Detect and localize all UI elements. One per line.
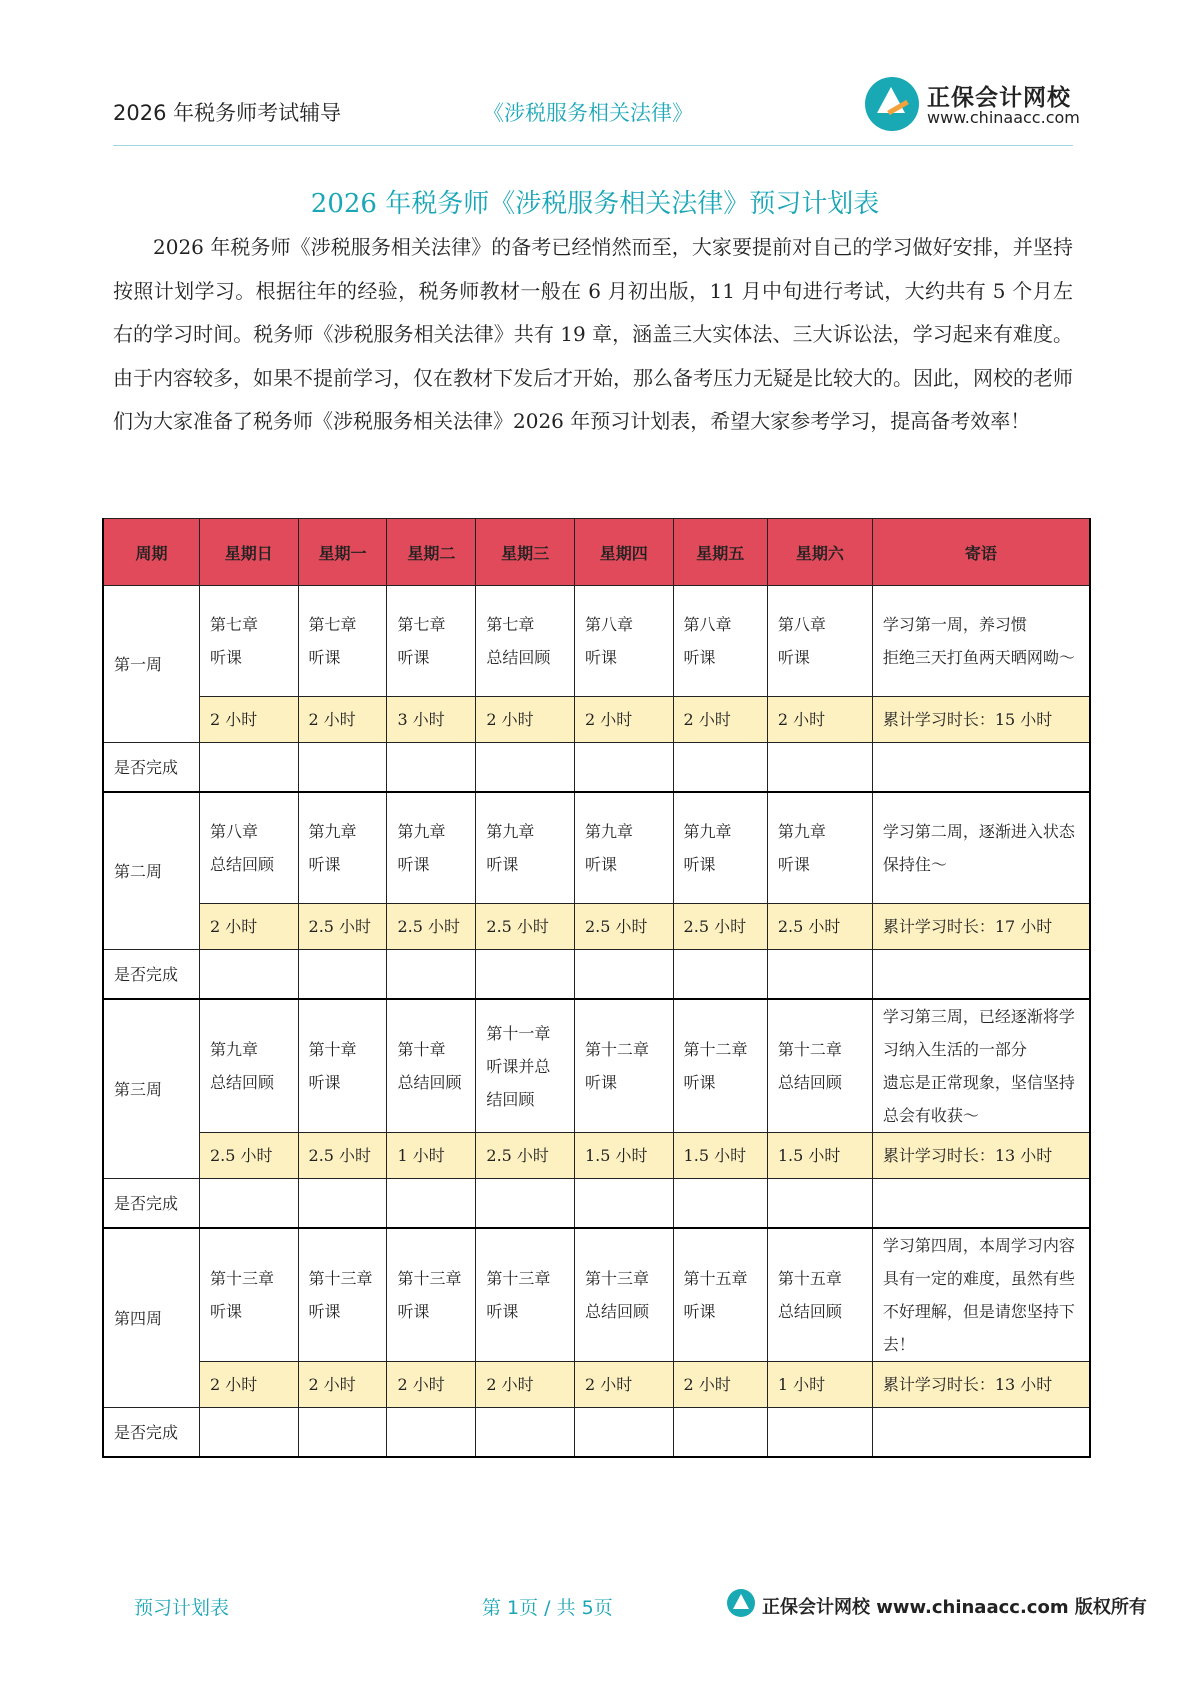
hours-cell: 2 小时 (574, 697, 673, 743)
day-plan-cell (574, 792, 673, 904)
total-hours-cell: 累计学习时长：13 小时 (872, 1133, 1090, 1179)
table-header-row (103, 519, 1090, 586)
task-text: 总结回顾 (397, 1073, 462, 1092)
day-plan-cell (574, 586, 673, 697)
task-text: 听课 (777, 648, 810, 667)
hours-cell: 1 小时 (767, 1362, 872, 1408)
hours-cell: 2.5 小时 (298, 904, 387, 950)
header-cell: 星期三 (476, 519, 575, 586)
completion-checkbox-cell[interactable] (673, 950, 767, 1000)
total-hours-cell: 累计学习时长：15 小时 (872, 697, 1090, 743)
week-content-row (103, 1228, 1090, 1362)
intro-paragraph: 2026 年税务师《涉税服务相关法律》的备考已经悄然而至，大家要提前对自己的学习做好安排，并坚持按照计划学习。根据往年的经验，税务师教材一般在 6 月初出版，11 月中旬进行考试，大约共有 5 个月左右的学习时间。税务师《涉税服务相关法律》共有 19 章，涵盖三大实体法、三大诉讼法，学习起来有难度。由于内容较多，如果不提前学习，仅在教材下发后才开始，那么备考压力无疑是比较大的。因此，网校的老师们为大家准备了税务师《涉税服务相关法律》2026 年预习计划表，希望大家参考学习，提高备考效率！ (113, 235, 1073, 433)
chapter-text: 第八章 (584, 615, 633, 634)
completion-checkbox-cell[interactable] (387, 743, 476, 793)
week-message: 学习第一周，养习惯 拒绝三天打鱼两天晒网呦～ (872, 586, 1090, 697)
chapter-text: 第九章 (209, 1040, 258, 1059)
task-text: 总结回顾 (584, 1302, 649, 1321)
completion-checkbox-cell[interactable] (872, 1179, 1090, 1229)
total-hours-cell: 累计学习时长：17 小时 (872, 904, 1090, 950)
hours-cell: 2 小时 (387, 1362, 476, 1408)
chapter-text: 第十二章 (777, 1040, 842, 1059)
completion-checkbox-cell[interactable] (476, 950, 575, 1000)
day-plan-cell (767, 586, 872, 697)
completion-checkbox-cell[interactable] (574, 950, 673, 1000)
day-plan-cell (673, 1228, 767, 1362)
week-hours-row (103, 1362, 1090, 1408)
task-text: 总结回顾 (209, 855, 274, 874)
hours-cell: 2 小时 (476, 697, 575, 743)
hours-cell: 2.5 小时 (673, 904, 767, 950)
page-header (113, 75, 1080, 145)
task-text: 总结回顾 (209, 1073, 274, 1092)
chapter-text: 第十三章 (584, 1269, 649, 1288)
day-plan-cell (199, 586, 298, 697)
day-plan-cell (476, 586, 575, 697)
chapter-text: 第十三章 (308, 1269, 373, 1288)
logo-icon (865, 77, 919, 131)
chapter-text: 第八章 (777, 615, 826, 634)
footer-doc-name: 预习计划表 (134, 1597, 230, 1619)
chapter-text: 第九章 (584, 822, 633, 841)
hours-cell: 2 小时 (476, 1362, 575, 1408)
task-text: 听课 (486, 1302, 519, 1321)
hours-cell: 2 小时 (199, 904, 298, 950)
hours-cell: 2 小时 (673, 697, 767, 743)
completion-checkbox-cell[interactable] (673, 743, 767, 793)
week-label: 第二周 (103, 792, 199, 950)
total-hours-cell: 累计学习时长：13 小时 (872, 1362, 1090, 1408)
footer-copyright: 正保会计网校 www.chinaacc.com 版权所有 (762, 1597, 1147, 1618)
day-plan-cell (673, 999, 767, 1133)
completion-checkbox-cell[interactable] (298, 1408, 387, 1458)
week-content-row (103, 792, 1090, 904)
footer-page-number: 第 1页 / 共 5页 (482, 1597, 613, 1619)
hours-cell: 2 小时 (298, 697, 387, 743)
header-divider (113, 145, 1073, 146)
hours-cell: 1.5 小时 (767, 1133, 872, 1179)
day-plan-cell (673, 586, 767, 697)
completion-checkbox-cell[interactable] (199, 1408, 298, 1458)
completion-checkbox-cell[interactable] (298, 1179, 387, 1229)
footer-logo-icon (727, 1589, 755, 1617)
logo-url: www.chinaacc.com (927, 108, 1080, 127)
day-plan-cell (673, 792, 767, 904)
week-label: 第三周 (103, 999, 199, 1179)
task-text: 总结回顾 (777, 1073, 842, 1092)
day-plan-cell (298, 792, 387, 904)
week-label: 第一周 (103, 586, 199, 743)
chapter-text: 第十一章 (486, 1023, 551, 1043)
header-cell: 星期五 (673, 519, 767, 586)
day-plan-cell (476, 1228, 575, 1362)
week-message: 学习第二周，逐渐进入状态 保持住～ (872, 792, 1090, 904)
completion-checkbox-cell[interactable] (387, 950, 476, 1000)
completion-row (103, 1408, 1090, 1458)
week-content-row (103, 586, 1090, 697)
chapter-text: 第十二章 (683, 1040, 748, 1059)
completion-label: 是否完成 (103, 743, 199, 793)
chapter-text: 第九章 (777, 822, 826, 841)
chapter-text: 第七章 (308, 615, 357, 634)
hours-cell: 2.5 小时 (476, 904, 575, 950)
task-text: 听课 (584, 855, 617, 874)
week-message: 学习第三周，已经逐渐将学习纳入生活的一部分 遗忘是正常现象，坚信坚持总会有收获～ (872, 999, 1090, 1133)
completion-checkbox-cell[interactable] (673, 1408, 767, 1458)
week-hours-row (103, 697, 1090, 743)
day-plan-cell (767, 999, 872, 1133)
study-plan-table (102, 518, 1091, 1458)
chapter-text: 第九章 (308, 822, 357, 841)
chapter-text: 第八章 (209, 822, 258, 841)
header-cell: 星期二 (387, 519, 476, 586)
completion-row (103, 743, 1090, 793)
completion-checkbox-cell[interactable] (476, 743, 575, 793)
day-plan-cell (387, 1228, 476, 1362)
header-cell: 寄语 (872, 519, 1090, 586)
hours-cell: 1 小时 (387, 1133, 476, 1179)
header-subject: 《涉税服务相关法律》 (483, 101, 693, 125)
week-hours-row (103, 1133, 1090, 1179)
completion-checkbox-cell[interactable] (767, 1179, 872, 1229)
task-text: 听课 (683, 1302, 716, 1321)
task-text: 听课 (308, 1073, 341, 1092)
completion-checkbox-cell[interactable] (767, 1408, 872, 1458)
day-plan-cell (199, 999, 298, 1133)
task-text: 总结回顾 (777, 1302, 842, 1321)
day-plan-cell (476, 792, 575, 904)
completion-checkbox-cell[interactable] (199, 743, 298, 793)
completion-checkbox-cell[interactable] (199, 950, 298, 1000)
day-plan-cell (199, 792, 298, 904)
day-plan-cell (298, 999, 387, 1133)
task-text: 听课 (397, 648, 430, 667)
header-cell: 周期 (103, 519, 199, 586)
completion-label: 是否完成 (103, 950, 199, 1000)
hours-cell: 1.5 小时 (673, 1133, 767, 1179)
header-exam-title: 2026 年税务师考试辅导 (113, 101, 342, 125)
chapter-text: 第十五章 (777, 1269, 842, 1288)
task-text: 听课 (308, 855, 341, 874)
day-plan-cell (767, 1228, 872, 1362)
header-cell: 星期一 (298, 519, 387, 586)
chapter-text: 第九章 (683, 822, 732, 841)
logo-name: 正保会计网校 (927, 85, 1071, 111)
day-plan-cell (574, 1228, 673, 1362)
chapter-text: 第七章 (209, 615, 258, 634)
chapter-text: 第十章 (397, 1040, 446, 1059)
completion-label: 是否完成 (103, 1179, 199, 1229)
hours-cell: 2 小时 (673, 1362, 767, 1408)
task-text: 听课 (683, 648, 716, 667)
task-text: 听课 (397, 855, 430, 874)
hours-cell: 2.5 小时 (387, 904, 476, 950)
completion-checkbox-cell[interactable] (767, 950, 872, 1000)
completion-checkbox-cell[interactable] (872, 743, 1090, 793)
completion-checkbox-cell[interactable] (387, 1179, 476, 1229)
task-text: 听课并总结回顾 (486, 1056, 551, 1109)
task-text: 听课 (397, 1302, 430, 1321)
task-text: 听课 (209, 1302, 242, 1321)
hours-cell: 3 小时 (387, 697, 476, 743)
task-text: 听课 (486, 855, 519, 874)
brand-logo (865, 75, 1080, 135)
completion-checkbox-cell[interactable] (574, 743, 673, 793)
week-message: 学习第四周，本周学习内容具有一定的难度，虽然有些不好理解，但是请您坚持下去！ (872, 1228, 1090, 1362)
task-text: 总结回顾 (486, 648, 551, 667)
completion-checkbox-cell[interactable] (574, 1179, 673, 1229)
chapter-text: 第八章 (683, 615, 732, 634)
hours-cell: 2 小时 (298, 1362, 387, 1408)
chapter-text: 第十三章 (486, 1269, 551, 1288)
hours-cell: 2.5 小时 (574, 904, 673, 950)
header-cell: 星期四 (574, 519, 673, 586)
completion-checkbox-cell[interactable] (476, 1408, 575, 1458)
chapter-text: 第九章 (486, 822, 535, 841)
chapter-text: 第十三章 (209, 1269, 274, 1288)
completion-label: 是否完成 (103, 1408, 199, 1458)
completion-row (103, 1179, 1090, 1229)
hours-cell: 2 小时 (767, 697, 872, 743)
week-label: 第四周 (103, 1228, 199, 1408)
task-text: 听课 (777, 855, 810, 874)
task-text: 听课 (584, 648, 617, 667)
chapter-text: 第十三章 (397, 1269, 462, 1288)
chapter-text: 第七章 (486, 615, 535, 634)
completion-checkbox-cell[interactable] (872, 1408, 1090, 1458)
hours-cell: 2.5 小时 (298, 1133, 387, 1179)
chapter-text: 第十二章 (584, 1040, 649, 1059)
completion-checkbox-cell[interactable] (574, 1408, 673, 1458)
completion-checkbox-cell[interactable] (476, 1179, 575, 1229)
day-plan-cell (298, 586, 387, 697)
day-plan-cell (387, 586, 476, 697)
completion-checkbox-cell[interactable] (387, 1408, 476, 1458)
hours-cell: 2 小时 (199, 1362, 298, 1408)
completion-checkbox-cell[interactable] (673, 1179, 767, 1229)
hours-cell: 2.5 小时 (199, 1133, 298, 1179)
week-hours-row (103, 904, 1090, 950)
task-text: 听课 (683, 1073, 716, 1092)
completion-row (103, 950, 1090, 1000)
completion-checkbox-cell[interactable] (199, 1179, 298, 1229)
day-plan-cell (387, 792, 476, 904)
hours-cell: 2.5 小时 (767, 904, 872, 950)
week-content-row (103, 999, 1090, 1133)
completion-checkbox-cell[interactable] (872, 950, 1090, 1000)
day-plan-cell (298, 1228, 387, 1362)
task-text: 听课 (308, 1302, 341, 1321)
page-footer (0, 1593, 1190, 1623)
hours-cell: 1.5 小时 (574, 1133, 673, 1179)
hours-cell: 2 小时 (574, 1362, 673, 1408)
chapter-text: 第九章 (397, 822, 446, 841)
hours-cell: 2.5 小时 (476, 1133, 575, 1179)
chapter-text: 第十五章 (683, 1269, 748, 1288)
day-plan-cell (199, 1228, 298, 1362)
page-title: 2026 年税务师《涉税服务相关法律》预习计划表 (310, 189, 880, 219)
task-text: 听课 (308, 648, 341, 667)
day-plan-cell (767, 792, 872, 904)
completion-checkbox-cell[interactable] (298, 950, 387, 1000)
completion-checkbox-cell[interactable] (298, 743, 387, 793)
header-cell: 星期日 (199, 519, 298, 586)
chapter-text: 第十章 (308, 1040, 357, 1059)
task-text: 听课 (584, 1073, 617, 1092)
task-text: 听课 (683, 855, 716, 874)
day-plan-cell (387, 999, 476, 1133)
hours-cell: 2 小时 (199, 697, 298, 743)
header-cell: 星期六 (767, 519, 872, 586)
chapter-text: 第七章 (397, 615, 446, 634)
day-plan-cell (574, 999, 673, 1133)
day-plan-cell (476, 999, 575, 1133)
completion-checkbox-cell[interactable] (767, 743, 872, 793)
task-text: 听课 (209, 648, 242, 667)
